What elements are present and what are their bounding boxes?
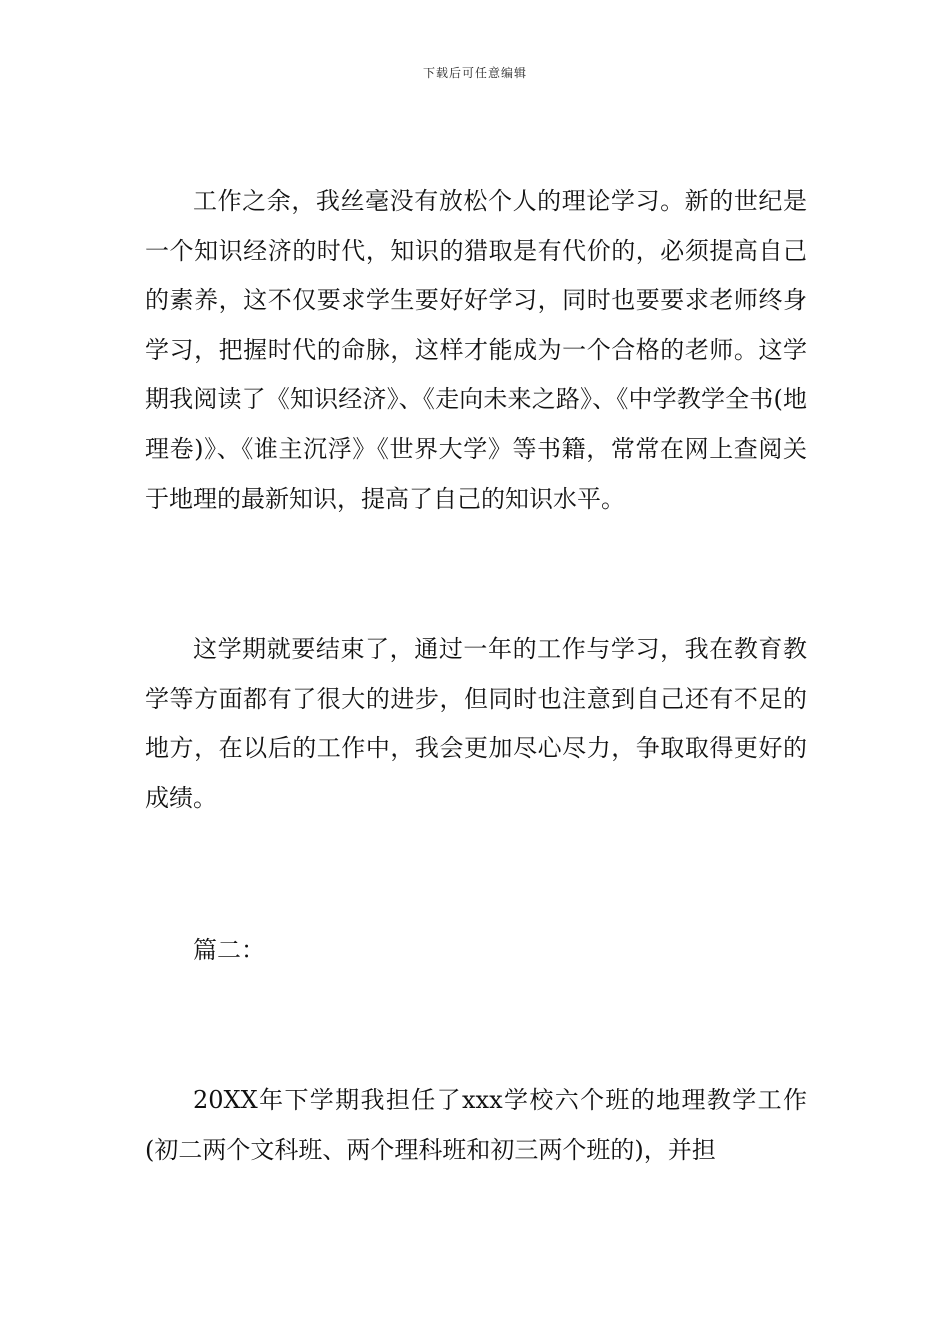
- paragraph-theory-study: 工作之余，我丝毫没有放松个人的理论学习。新的世纪是一个知识经济的时代，知识的猎取是有代价的，必须提高自己的素养，这不仅要求学生要好好学习，同时也要要求老师终身学习，把握时代的命脉，这样才能成为一个合格的老师。这学期我阅读了《知识经济》、《走向未来之路》、《中学教学全书(地理卷)》、《谁主沉浮》《世界大学》等书籍，常常在网上查阅关于地理的最新知识，提高了自己的知识水平。: [145, 187, 807, 513]
- paragraph-spacer: [145, 824, 807, 926]
- paragraph-semester-summary: 这学期就要结束了，通过一年的工作与学习，我在教育教学等方面都有了很大的进步，但同时也注意到自己还有不足的地方，在以后的工作中，我会更加尽心尽力，争取取得更好的成绩。: [145, 635, 807, 812]
- document-body: [145, 177, 807, 1175]
- paragraph-spacer: [145, 975, 807, 1076]
- page-header: 下载后可任意编辑: [422, 66, 527, 80]
- paragraph-section-two-intro: 20XX年下学期我担任了xxx学校六个班的地理教学工作(初二两个文科班、两个理科班和初三两个班的)，并担: [145, 1086, 807, 1164]
- paragraph-spacer: [145, 524, 807, 625]
- section-heading: 篇二：: [193, 935, 265, 964]
